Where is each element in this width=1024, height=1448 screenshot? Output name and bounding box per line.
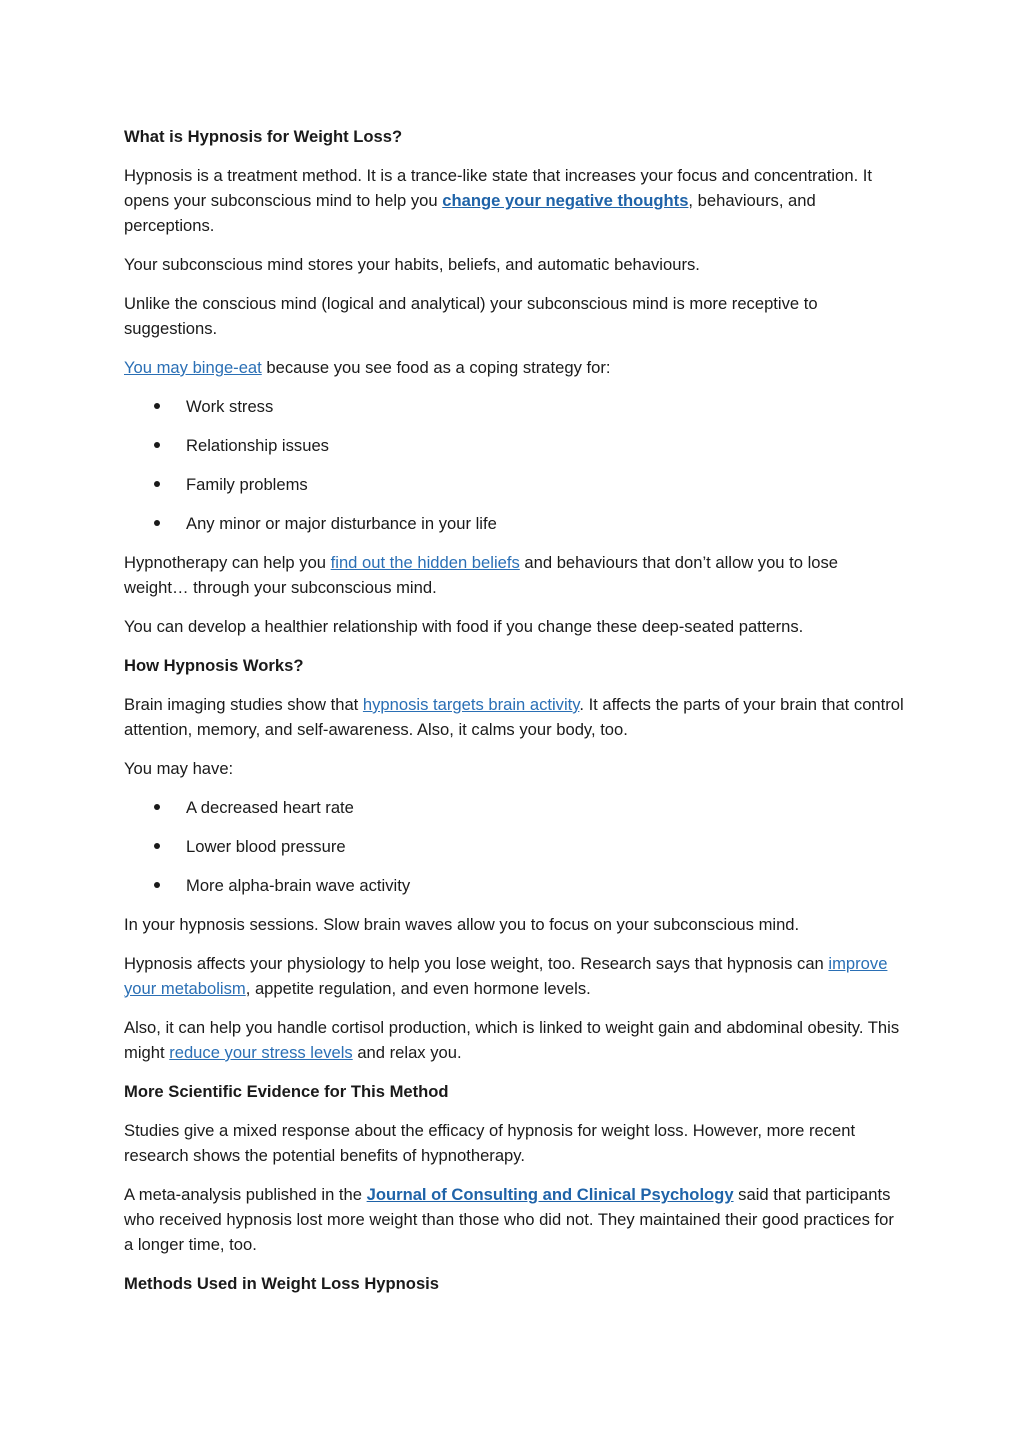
paragraph-text: because you see food as a coping strategy for: bbox=[261, 358, 611, 377]
paragraph-text: Hypnosis affects your physiology to help you lose weight, too. Research says that hypnosis can bbox=[124, 954, 829, 973]
paragraph-text: Also, it can help you handle cortisol production, which is linked to weight gain and abdominal obesity. This might bbox=[124, 1018, 900, 1062]
list-item bbox=[124, 433, 904, 458]
paragraph-conscious-mind: Unlike the conscious mind (logical and analytical) your subconscious mind is more receptive to suggestions. bbox=[124, 294, 818, 338]
paragraph-brain-imaging bbox=[124, 692, 904, 742]
list-item-text: A decreased heart rate bbox=[186, 798, 354, 817]
link-binge-eat[interactable]: You may binge-eat bbox=[124, 358, 262, 377]
paragraph-cortisol bbox=[124, 1015, 904, 1065]
coping-strategy-list bbox=[124, 394, 904, 536]
list-item-text: Family problems bbox=[186, 475, 308, 494]
link-brain-activity[interactable]: hypnosis targets brain activity bbox=[362, 695, 580, 714]
list-item-text: Lower blood pressure bbox=[186, 837, 346, 856]
paragraph-subconscious: Your subconscious mind stores your habits, beliefs, and automatic behaviours. bbox=[124, 255, 700, 274]
list-item bbox=[124, 834, 904, 859]
list-item-text: Relationship issues bbox=[186, 436, 329, 455]
paragraph-binge-eat bbox=[124, 355, 904, 380]
heading-methods: Methods Used in Weight Loss Hypnosis bbox=[124, 1274, 440, 1293]
paragraph-text: Hypnosis is a treatment method. It is a trance-like state that increases your focus and concentration. It opens your subconscious mind to help you bbox=[124, 166, 873, 210]
paragraph-text: and behaviours that don’t allow you to lose weight… through your subconscious mind. bbox=[124, 553, 839, 597]
paragraph-intro bbox=[124, 163, 904, 238]
bullet-icon bbox=[154, 481, 160, 487]
paragraph-text: , behaviours, and perceptions. bbox=[124, 191, 816, 235]
paragraph-healthier-relationship: You can develop a healthier relationship with food if you change these deep-seated patterns. bbox=[124, 617, 804, 636]
list-item bbox=[124, 472, 904, 497]
bullet-icon bbox=[154, 520, 160, 526]
bullet-icon bbox=[154, 403, 160, 409]
link-change-negative-thoughts[interactable]: change your negative thoughts bbox=[442, 191, 689, 210]
paragraph-text: . It affects the parts of your brain that control attention, memory, and self-awareness. Also, it calms your body, too. bbox=[124, 695, 904, 739]
list-item bbox=[124, 511, 904, 536]
link-journal[interactable]: Journal of Consulting and Clinical Psychology bbox=[366, 1185, 734, 1204]
paragraph-text: said that participants who received hypnosis lost more weight than those who did not. They maintained their good practices for a longer time, too. bbox=[124, 1185, 894, 1254]
list-item-text: Any minor or major disturbance in your life bbox=[186, 514, 497, 533]
paragraph-text: , appetite regulation, and even hormone levels. bbox=[245, 979, 591, 998]
bullet-icon bbox=[154, 804, 160, 810]
link-improve-metabolism[interactable]: improve your metabolism bbox=[124, 954, 888, 998]
paragraph-text: Brain imaging studies show that bbox=[124, 695, 363, 714]
bullet-icon bbox=[154, 843, 160, 849]
document-page bbox=[124, 124, 904, 1310]
list-item-text: Work stress bbox=[186, 397, 274, 416]
paragraph-text: and relax you. bbox=[352, 1043, 462, 1062]
heading-scientific-evidence: More Scientific Evidence for This Method bbox=[124, 1082, 449, 1101]
list-item-text: More alpha-brain wave activity bbox=[186, 876, 411, 895]
bullet-icon bbox=[154, 882, 160, 888]
paragraph-studies: Studies give a mixed response about the efficacy of hypnosis for weight loss. However, more recent research shows the potential benefits of hypnotherapy. bbox=[124, 1121, 856, 1165]
effects-list bbox=[124, 795, 904, 898]
paragraph-text: Hypnotherapy can help you bbox=[124, 553, 331, 572]
paragraph-meta-analysis bbox=[124, 1182, 904, 1257]
paragraph-you-may-have: You may have: bbox=[124, 759, 234, 778]
paragraph-text: A meta-analysis published in the bbox=[124, 1185, 367, 1204]
list-item bbox=[124, 394, 904, 419]
paragraph-sessions: In your hypnosis sessions. Slow brain waves allow you to focus on your subconscious mind. bbox=[124, 915, 800, 934]
paragraph-physiology bbox=[124, 951, 904, 1001]
paragraph-hypnotherapy bbox=[124, 550, 904, 600]
bullet-icon bbox=[154, 442, 160, 448]
list-item bbox=[124, 795, 904, 820]
link-hidden-beliefs[interactable]: find out the hidden beliefs bbox=[330, 553, 520, 572]
heading-how-hypnosis-works: How Hypnosis Works? bbox=[124, 656, 304, 675]
list-item bbox=[124, 873, 904, 898]
link-reduce-stress[interactable]: reduce your stress levels bbox=[169, 1043, 353, 1062]
heading-what-is-hypnosis: What is Hypnosis for Weight Loss? bbox=[124, 127, 403, 146]
